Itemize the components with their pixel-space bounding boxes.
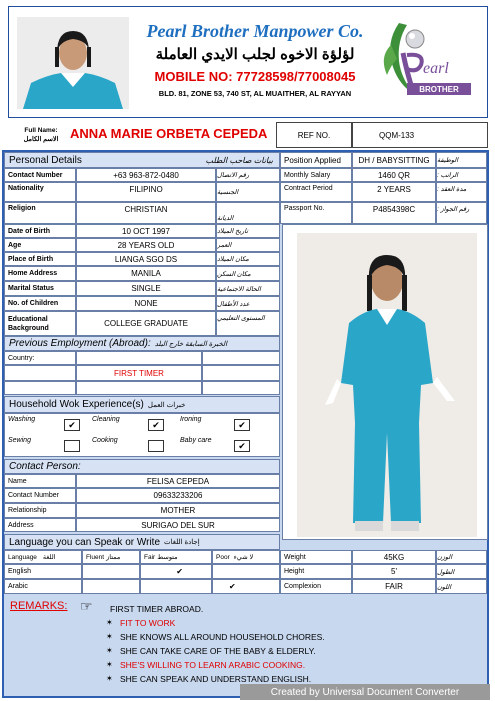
- contact-field-label: Address: [4, 518, 76, 532]
- skill-babycare: Baby care: [180, 437, 212, 444]
- application-form: [2, 150, 489, 698]
- full-name-label-ar: الاسم الكامل: [23, 136, 59, 143]
- remarks-item: SHE CAN TAKE CARE OF THE BABY & ELDERLY.: [120, 646, 316, 656]
- arabic-fair: [140, 579, 212, 594]
- field-label: Nationality: [4, 182, 76, 202]
- field-label-ar: المستوى التعليمي: [216, 311, 280, 336]
- nationality-value: FILIPINO: [76, 182, 216, 202]
- fair-header-en: Fair: [144, 553, 156, 561]
- contact-field-label: Name: [4, 474, 76, 488]
- fair-col-header: [140, 550, 212, 564]
- language-header-ar: اللغة: [42, 554, 56, 561]
- language-col-header: [4, 550, 82, 564]
- logo-subtext: BROTHER: [419, 85, 459, 94]
- religion-value: CHRISTIAN: [76, 202, 216, 224]
- cleaning-checkbox[interactable]: ✔: [148, 419, 164, 431]
- english-poor: [212, 564, 280, 579]
- washing-checkbox[interactable]: ✔: [64, 419, 80, 431]
- field-label-ar: مكان الميلاد: [216, 252, 280, 266]
- country-cell: [76, 351, 202, 365]
- field-label: Educational Background: [4, 311, 76, 336]
- marital-status-value: SINGLE: [76, 281, 216, 296]
- cooking-checkbox[interactable]: [148, 440, 164, 452]
- company-name: Pearl Brother Manpower Co.: [146, 21, 364, 41]
- company-address: BLD. 81, ZONE 53, 740 ST, AL MUAITHER, AL RAYYAN: [158, 89, 352, 98]
- remarks-title: REMARKS:: [10, 600, 68, 612]
- contract-value: 2 YEARS: [352, 182, 436, 202]
- fluent-header-ar: ممتاز: [106, 554, 121, 561]
- dob-value: 10 OCT 1997: [76, 224, 216, 238]
- skill-cooking: Cooking: [92, 437, 118, 444]
- previous-employment-header: [4, 336, 280, 351]
- field-label-ar: الديانة: [216, 202, 280, 224]
- field-label: Religion: [4, 202, 76, 224]
- salary-value: 1460 QR: [352, 168, 436, 182]
- ref-label: REF NO.: [276, 122, 352, 148]
- salary-label: Monthly Salary: [280, 168, 352, 182]
- relationship-value: MOTHER: [76, 503, 280, 518]
- weight-label: Weight: [280, 550, 352, 564]
- employment-cell: [4, 381, 76, 395]
- babycare-checkbox[interactable]: ✔: [234, 440, 250, 452]
- language-name: Arabic: [4, 579, 82, 594]
- poor-col-header: [212, 550, 280, 564]
- remarks-item: SHE CAN SPEAK AND UNDERSTAND ENGLISH.: [120, 674, 312, 684]
- field-label: Date of Birth: [4, 224, 76, 238]
- field-label-ar: تاريخ الميلاد: [216, 224, 280, 238]
- poor-header-ar: لا شيء: [233, 554, 254, 561]
- contact-number-value: 09633233206: [76, 488, 280, 503]
- contract-label-ar: مدة العقد :: [436, 182, 487, 202]
- star-bullet-icon: ✶: [106, 660, 113, 669]
- employment-cell: [4, 365, 76, 381]
- personal-details-title: Personal Details: [9, 154, 82, 166]
- household-header: [4, 396, 280, 413]
- contact-field-label: Relationship: [4, 503, 76, 518]
- ref-value: QQM-133: [352, 122, 488, 148]
- contact-name-value: FELISA CEPEDA: [76, 474, 280, 488]
- household-title: Household Wok Experience(s): [9, 399, 144, 410]
- country-cell: [202, 351, 280, 365]
- arabic-fluent: [82, 579, 140, 594]
- remarks-item: SHE KNOWS ALL AROUND HOUSEHOLD CHORES.: [120, 632, 325, 642]
- place-of-birth-value: LIANGA SGO DS: [76, 252, 216, 266]
- applicant-photo: [282, 224, 488, 540]
- field-label: Contact Number: [4, 168, 76, 182]
- header-banner: [8, 6, 488, 118]
- field-label-ar: العمر: [216, 238, 280, 252]
- position-value: DH / BABYSITTING: [352, 152, 436, 168]
- skill-sewing: Sewing: [8, 437, 31, 444]
- skill-washing: Washing: [8, 416, 36, 423]
- contract-label: Contract Period: [280, 182, 352, 202]
- contact-field-label: Contact Number: [4, 488, 76, 503]
- height-value: 5': [352, 564, 436, 579]
- full-name-label: [16, 126, 66, 144]
- passport-value: P4854398C: [352, 202, 436, 224]
- field-label: Home Address: [4, 266, 76, 281]
- arabic-poor: ✔: [212, 579, 280, 594]
- language-title-ar: إجادة اللغات: [164, 539, 200, 546]
- fair-header-ar: متوسط: [157, 554, 178, 561]
- height-label-ar: الطول: [436, 564, 487, 579]
- weight-value: 45KG: [352, 550, 436, 564]
- company-name-arabic: لؤلؤة الاخوه لجلب الايدي العاملة: [155, 46, 355, 63]
- language-title: Language you can Speak or Write: [9, 536, 161, 548]
- star-bullet-icon: ✶: [106, 632, 113, 641]
- previous-employment-title: Previous Employment (Abroad):: [9, 338, 151, 349]
- employment-cell: [202, 381, 280, 395]
- remarks-item: SHE'S WILLING TO LEARN ARABIC COOKING.: [120, 660, 306, 670]
- field-label: Age: [4, 238, 76, 252]
- poor-header-en: Poor: [216, 553, 230, 561]
- field-label-ar: الحالة الاجتماعية: [216, 281, 280, 296]
- employment-cell: [202, 365, 280, 381]
- field-label: No. of Children: [4, 296, 76, 311]
- full-name-row: [8, 122, 488, 148]
- skill-cleaning: Cleaning: [92, 416, 120, 423]
- mobile-numbers: MOBILE NO: 77728598/77008045: [154, 69, 356, 84]
- sewing-checkbox[interactable]: [64, 440, 80, 452]
- skill-ironing: Ironing: [180, 416, 202, 423]
- fluent-header-en: Fluent: [86, 553, 105, 561]
- personal-details-header: [4, 152, 280, 168]
- field-label-ar: عدد الأطفال: [216, 296, 280, 311]
- language-header-en: Language: [8, 553, 37, 561]
- full-name-label-en: Full Name:: [24, 127, 58, 134]
- employment-value: FIRST TIMER: [76, 365, 202, 381]
- passport-label: Passport No.: [280, 202, 352, 224]
- position-label: Position Applied: [280, 152, 352, 168]
- contact-person-header: Contact Person:: [4, 459, 280, 474]
- household-title-ar: خبرات العمل: [147, 401, 186, 409]
- language-name: English: [4, 564, 82, 579]
- field-label-ar: مكان السكن: [216, 266, 280, 281]
- field-label-ar: الجنسية: [216, 182, 280, 202]
- height-label: Height: [280, 564, 352, 579]
- contact-number-value: +63 963-872-0480: [76, 168, 216, 182]
- full-name-value: ANNA MARIE ORBETA CEPEDA: [70, 126, 268, 141]
- pearl-brother-logo: [377, 17, 477, 109]
- english-fluent: [82, 564, 140, 579]
- personal-details-title-ar: بيانات صاحب الطلب: [205, 155, 273, 165]
- english-fair: ✔: [140, 564, 212, 579]
- employment-cell: [76, 381, 202, 395]
- pointing-hand-icon: ☞: [80, 598, 93, 614]
- education-value: COLLEGE GRADUATE: [76, 311, 216, 336]
- field-label-ar: رقم الاتصال: [216, 168, 280, 182]
- salary-label-ar: الراتب :: [436, 168, 487, 182]
- field-label: Place of Birth: [4, 252, 76, 266]
- star-bullet-icon: ✶: [106, 646, 113, 655]
- position-label-ar: الوظيفة: [436, 152, 487, 168]
- age-value: 28 YEARS OLD: [76, 238, 216, 252]
- passport-label-ar: رقم الجواز :: [436, 202, 487, 224]
- children-value: NONE: [76, 296, 216, 311]
- converter-watermark: Created by Universal Document Converter: [240, 684, 490, 700]
- complexion-label: Complexion: [280, 579, 352, 594]
- header-photo: [17, 17, 129, 109]
- logo-text: earl: [423, 60, 449, 77]
- remarks-item: FIT TO WORK: [120, 618, 176, 628]
- field-label: Marital Status: [4, 281, 76, 296]
- contact-address-value: SURIGAO DEL SUR: [76, 518, 280, 532]
- star-bullet-icon: ✶: [106, 618, 113, 627]
- language-header: [4, 534, 280, 550]
- weight-label-ar: الوزن: [436, 550, 487, 564]
- previous-employment-title-ar: الخبرة السابقة خارج البلد: [154, 340, 228, 348]
- country-label: Country:: [4, 351, 76, 365]
- home-address-value: MANILA: [76, 266, 216, 281]
- remarks-first-line: FIRST TIMER ABROAD.: [110, 604, 204, 614]
- fluent-col-header: [82, 550, 140, 564]
- complexion-value: FAIR: [352, 579, 436, 594]
- complexion-label-ar: اللون: [436, 579, 487, 594]
- star-bullet-icon: ✶: [106, 674, 113, 683]
- remarks-section: [4, 594, 487, 696]
- ironing-checkbox[interactable]: ✔: [234, 419, 250, 431]
